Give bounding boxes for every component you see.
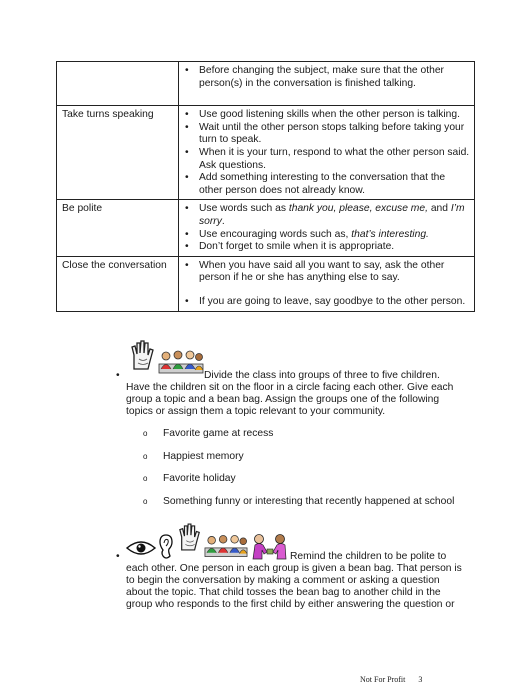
footer-text: Not For Profit bbox=[360, 675, 406, 684]
hand-icon bbox=[178, 522, 202, 552]
table-row bbox=[57, 256, 475, 311]
list-item: • Don’t forget to smile when it is appropriate. bbox=[184, 241, 470, 254]
table-row bbox=[57, 106, 475, 200]
circle-bullet-icon: o bbox=[143, 451, 148, 461]
ear-icon bbox=[158, 534, 174, 560]
list-item: • When you have said all you want to say, ask the other person if he or she has anything else to say. bbox=[184, 260, 470, 285]
eye-icon bbox=[126, 540, 156, 556]
activity-text-line: Have the children sit on the floor in a circle facing each other. Give each bbox=[126, 382, 454, 393]
children-talking-icon bbox=[250, 532, 290, 560]
activity-text-line: group who responds to the first child by either answering the question or bbox=[126, 599, 455, 610]
row-bullets bbox=[179, 106, 475, 200]
table-row bbox=[57, 200, 475, 256]
row-bullets bbox=[179, 62, 475, 106]
group-children-icon bbox=[158, 350, 204, 374]
activity-text-line: to begin the conversation by making a comment or asking a question bbox=[126, 575, 440, 586]
list-item: o Happiest memory bbox=[143, 450, 244, 462]
list-item: • Add something interesting to the conversation that the other person does not already know. bbox=[184, 172, 470, 197]
activity-text-line: each other. One person in each group is given a bean bag. That person is bbox=[126, 563, 462, 574]
bullet: • bbox=[116, 370, 120, 381]
activity-text-line: Divide the class into groups of three to five children. bbox=[204, 370, 440, 381]
row-label: Take turns speaking bbox=[57, 106, 179, 200]
row-bullets bbox=[179, 256, 475, 311]
page-number: 3 bbox=[418, 675, 423, 684]
row-label: Close the conversation bbox=[57, 256, 179, 311]
list-item: • Use good listening skills when the other person is talking. bbox=[184, 109, 470, 122]
list-item: • Use words such as thank you, please, excuse me, and I’m sorry. bbox=[184, 203, 470, 228]
list-item: • Use encouraging words such as, that’s interesting. bbox=[184, 229, 470, 242]
page-footer bbox=[360, 674, 422, 687]
row-label bbox=[57, 62, 179, 106]
circle-bullet-icon: o bbox=[143, 474, 148, 483]
activity-text-line: Remind the children to be polite to bbox=[290, 551, 447, 562]
topic-list bbox=[143, 428, 473, 518]
list-item: o Something funny or interesting that recently happened at school bbox=[143, 495, 455, 507]
list-item: • Wait until the other person stops talking before taking your turn to speak. bbox=[184, 122, 470, 147]
conversation-skills-table bbox=[56, 61, 475, 312]
bullet: • bbox=[116, 551, 120, 562]
row-bullets bbox=[179, 200, 475, 256]
list-item: • When it is your turn, respond to what the other person said. Ask questions. bbox=[184, 147, 470, 172]
row-label: Be polite bbox=[57, 200, 179, 256]
list-item: o Favorite holiday bbox=[143, 473, 236, 484]
circle-bullet-icon: o bbox=[143, 429, 148, 438]
group-children-icon bbox=[204, 534, 248, 558]
activity-text-line: topics or assign them a topic relevant to your community. bbox=[126, 406, 386, 417]
list-item: • Before changing the subject, make sure that the other person(s) in the conversation is finished talking. bbox=[184, 65, 470, 90]
list-item: o Favorite game at recess bbox=[143, 428, 274, 439]
list-item: • If you are going to leave, say goodbye to the other person. bbox=[184, 296, 470, 309]
activity-text-line: group a topic and a bean bag. Assign the groups one of the following bbox=[126, 394, 440, 405]
activity-text-line: about the topic. That child tosses the bean bag to another child in the bbox=[126, 587, 441, 598]
table-row bbox=[57, 62, 475, 106]
hand-icon bbox=[130, 339, 156, 371]
circle-bullet-icon: o bbox=[143, 496, 148, 506]
